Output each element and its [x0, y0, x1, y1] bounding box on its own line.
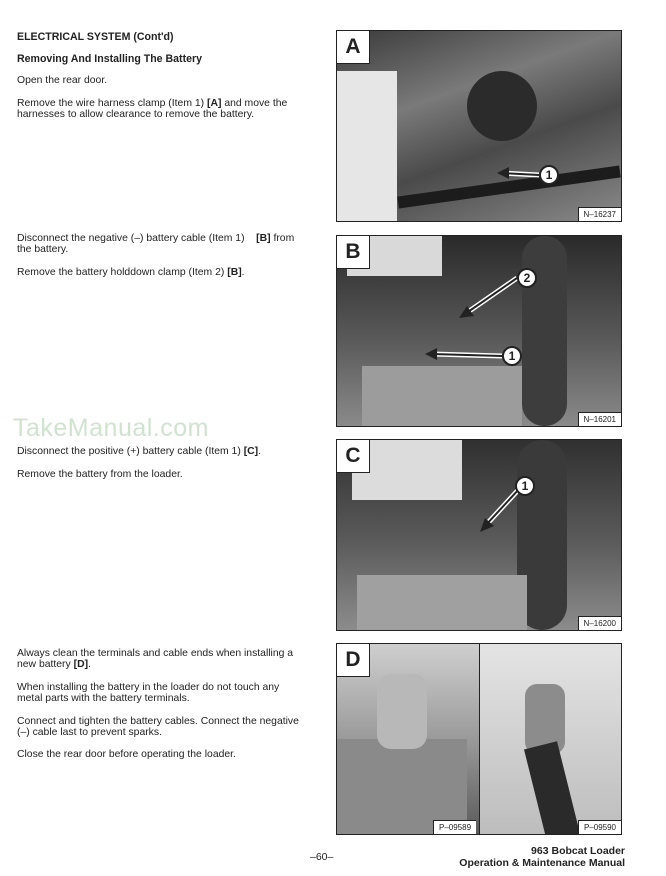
- figure-b-callout-1: 1: [502, 346, 522, 366]
- figure-c-ref: N–16200: [578, 616, 621, 630]
- page-number: –60–: [310, 851, 334, 863]
- figure-b-callout-2: 2: [517, 268, 537, 288]
- footer-manual: Operation & Maintenance Manual: [459, 857, 625, 869]
- figure-b-photo: [336, 235, 622, 427]
- figure-c-photo: [336, 439, 622, 631]
- figure-c-label: C: [337, 440, 370, 473]
- figure-a-arrow: [337, 31, 621, 221]
- figure-d-photo: [336, 643, 622, 835]
- figure-d-hand: [377, 674, 427, 749]
- figure-a-ref: N–16237: [578, 207, 621, 221]
- figure-c-arrow: [337, 440, 621, 630]
- watermark: TakeManual.com: [13, 414, 209, 442]
- step-b-p2: Remove the battery holddown clamp (Item 2) [B].: [17, 267, 245, 278]
- figure-d-label: D: [337, 644, 370, 677]
- step-d-p3: Connect and tighten the battery cables. Connect the negative (–) cable last to prevent sparks.: [17, 716, 299, 738]
- figure-d-cable: [524, 741, 580, 835]
- step-a-p1: Open the rear door.: [17, 75, 108, 86]
- step-d-p1: Always clean the terminals and cable ends when installing a new battery [D].: [17, 648, 294, 670]
- figure-d-ref-right: P–09590: [578, 820, 621, 834]
- figure-d-ref-left: P–09589: [433, 820, 476, 834]
- figure-d-right-photo: [480, 644, 621, 834]
- figure-b-arrows: [337, 236, 621, 426]
- figure-b-ref: N–16201: [578, 412, 621, 426]
- step-d-p4: Close the rear door before operating the loader.: [17, 749, 236, 760]
- figure-a-photo: [336, 30, 622, 222]
- step-d-p2: When installing the battery in the loader do not touch any metal parts with the battery terminals.: [17, 682, 280, 704]
- section-title: ELECTRICAL SYSTEM (Cont'd): [17, 31, 174, 43]
- figure-b-label: B: [337, 236, 370, 269]
- step-a-p2: Remove the wire harness clamp (Item 1) [A] and move the harnesses to allow clearance to remove the battery.: [17, 98, 288, 120]
- step-c-p2: Remove the battery from the loader.: [17, 469, 183, 480]
- figure-a-callout-1: 1: [539, 165, 559, 185]
- footer-model: 963 Bobcat Loader: [531, 845, 625, 857]
- figure-c-callout-1: 1: [515, 476, 535, 496]
- figure-a-label: A: [337, 31, 370, 64]
- step-c-p1: Disconnect the positive (+) battery cable (Item 1) [C].: [17, 446, 262, 457]
- subsection-title: Removing And Installing The Battery: [17, 53, 203, 65]
- step-b-p1: Disconnect the negative (–) battery cable (Item 1) [B] from the battery.: [17, 233, 295, 255]
